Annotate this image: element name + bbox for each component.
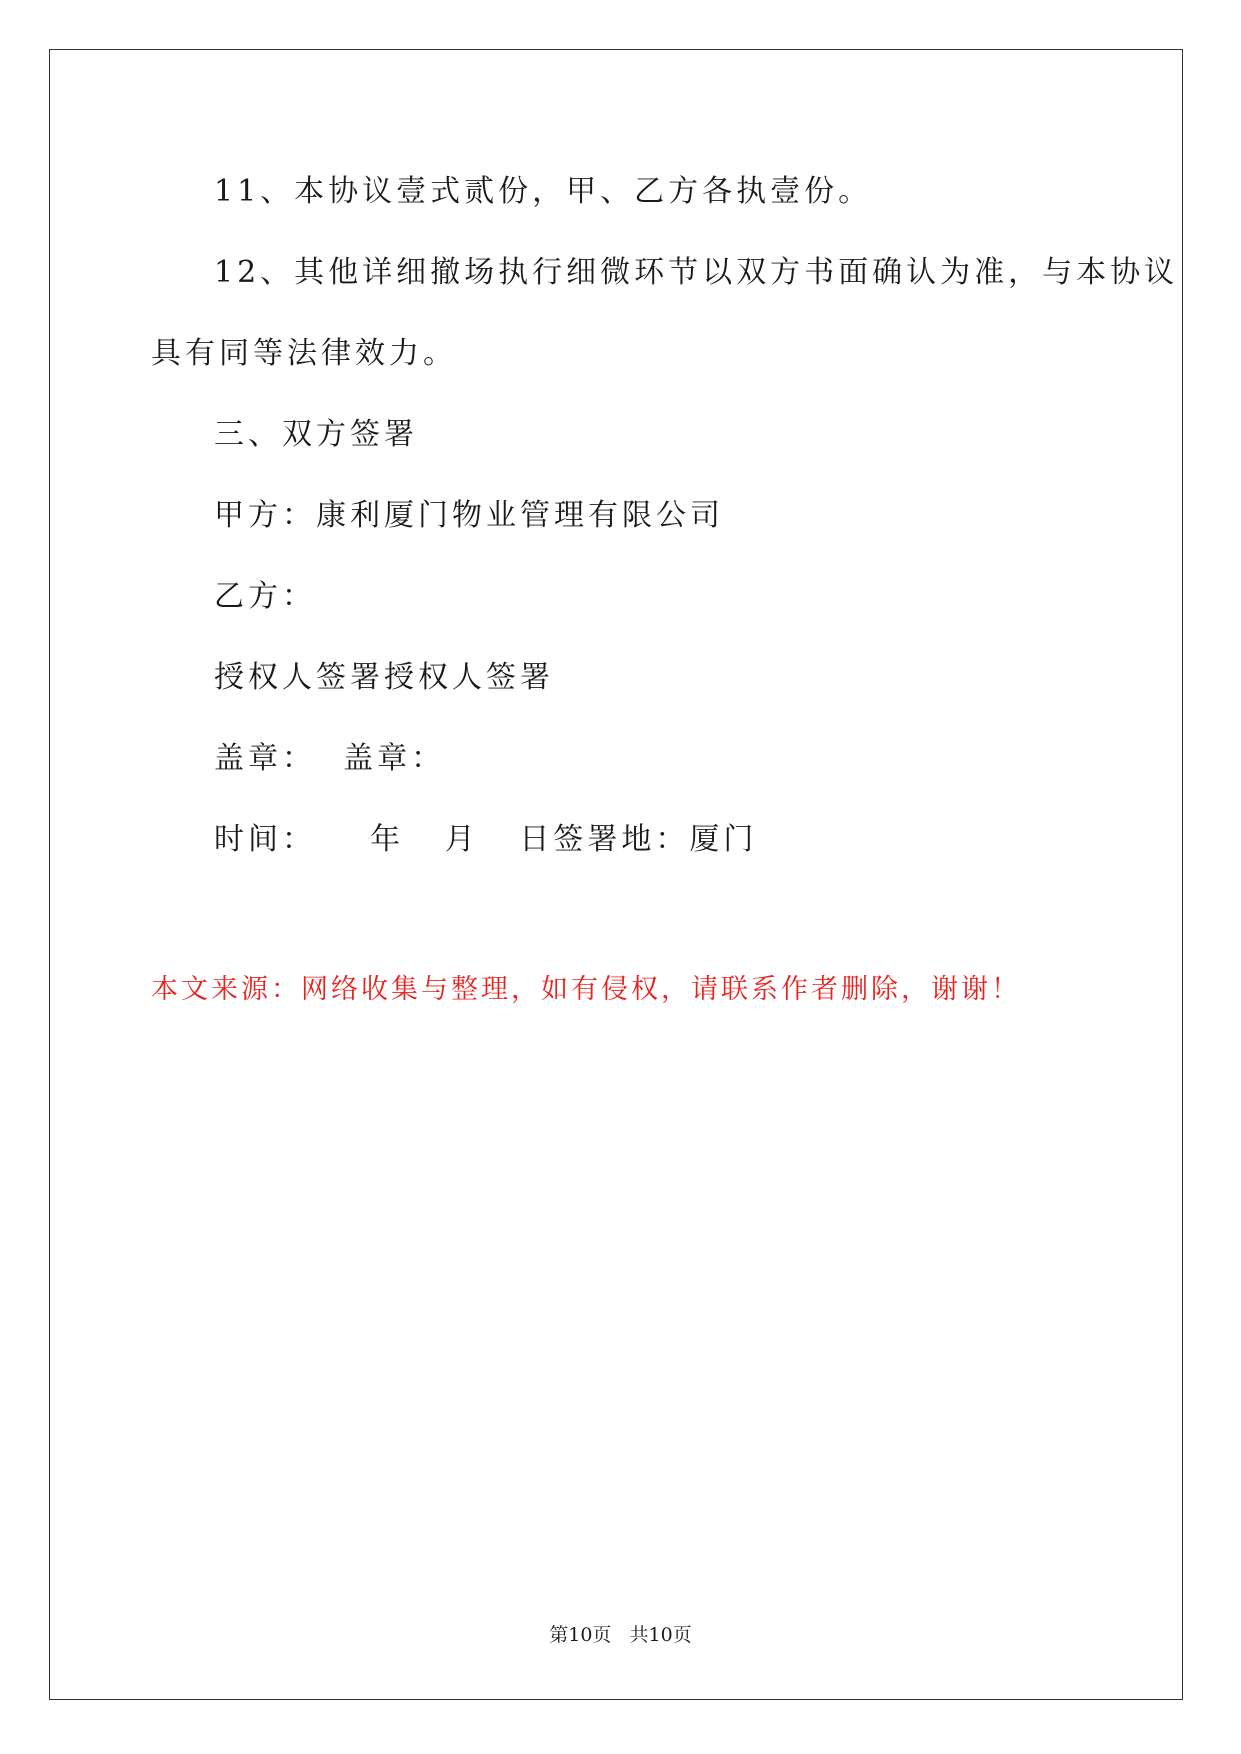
party-b: 乙方： xyxy=(214,579,316,614)
signatories-line: 授权人签署授权人签署 xyxy=(214,660,554,695)
page-border xyxy=(49,49,1183,1700)
clause-11: 11、本协议壹式贰份，甲、乙方各执壹份。 xyxy=(214,174,873,209)
party-a: 甲方：康利厦门物业管理有限公司 xyxy=(214,498,724,533)
time-and-place-line: 时间： 年 月 日签署地：厦门 xyxy=(214,822,758,857)
source-note: 本文来源：网络收集与整理，如有侵权，请联系作者删除，谢谢！ xyxy=(151,974,1021,1005)
section-title-signing: 三、双方签署 xyxy=(214,417,418,452)
seal-line: 盖章： 盖章： xyxy=(214,741,446,776)
page-number-footer: 第10页 共10页 xyxy=(549,1624,692,1646)
clause-12-line-1: 12、其他详细撤场执行细微环节以双方书面确认为准，与本协议 xyxy=(214,255,1179,290)
clause-12-line-2: 具有同等法律效力。 xyxy=(151,336,457,371)
